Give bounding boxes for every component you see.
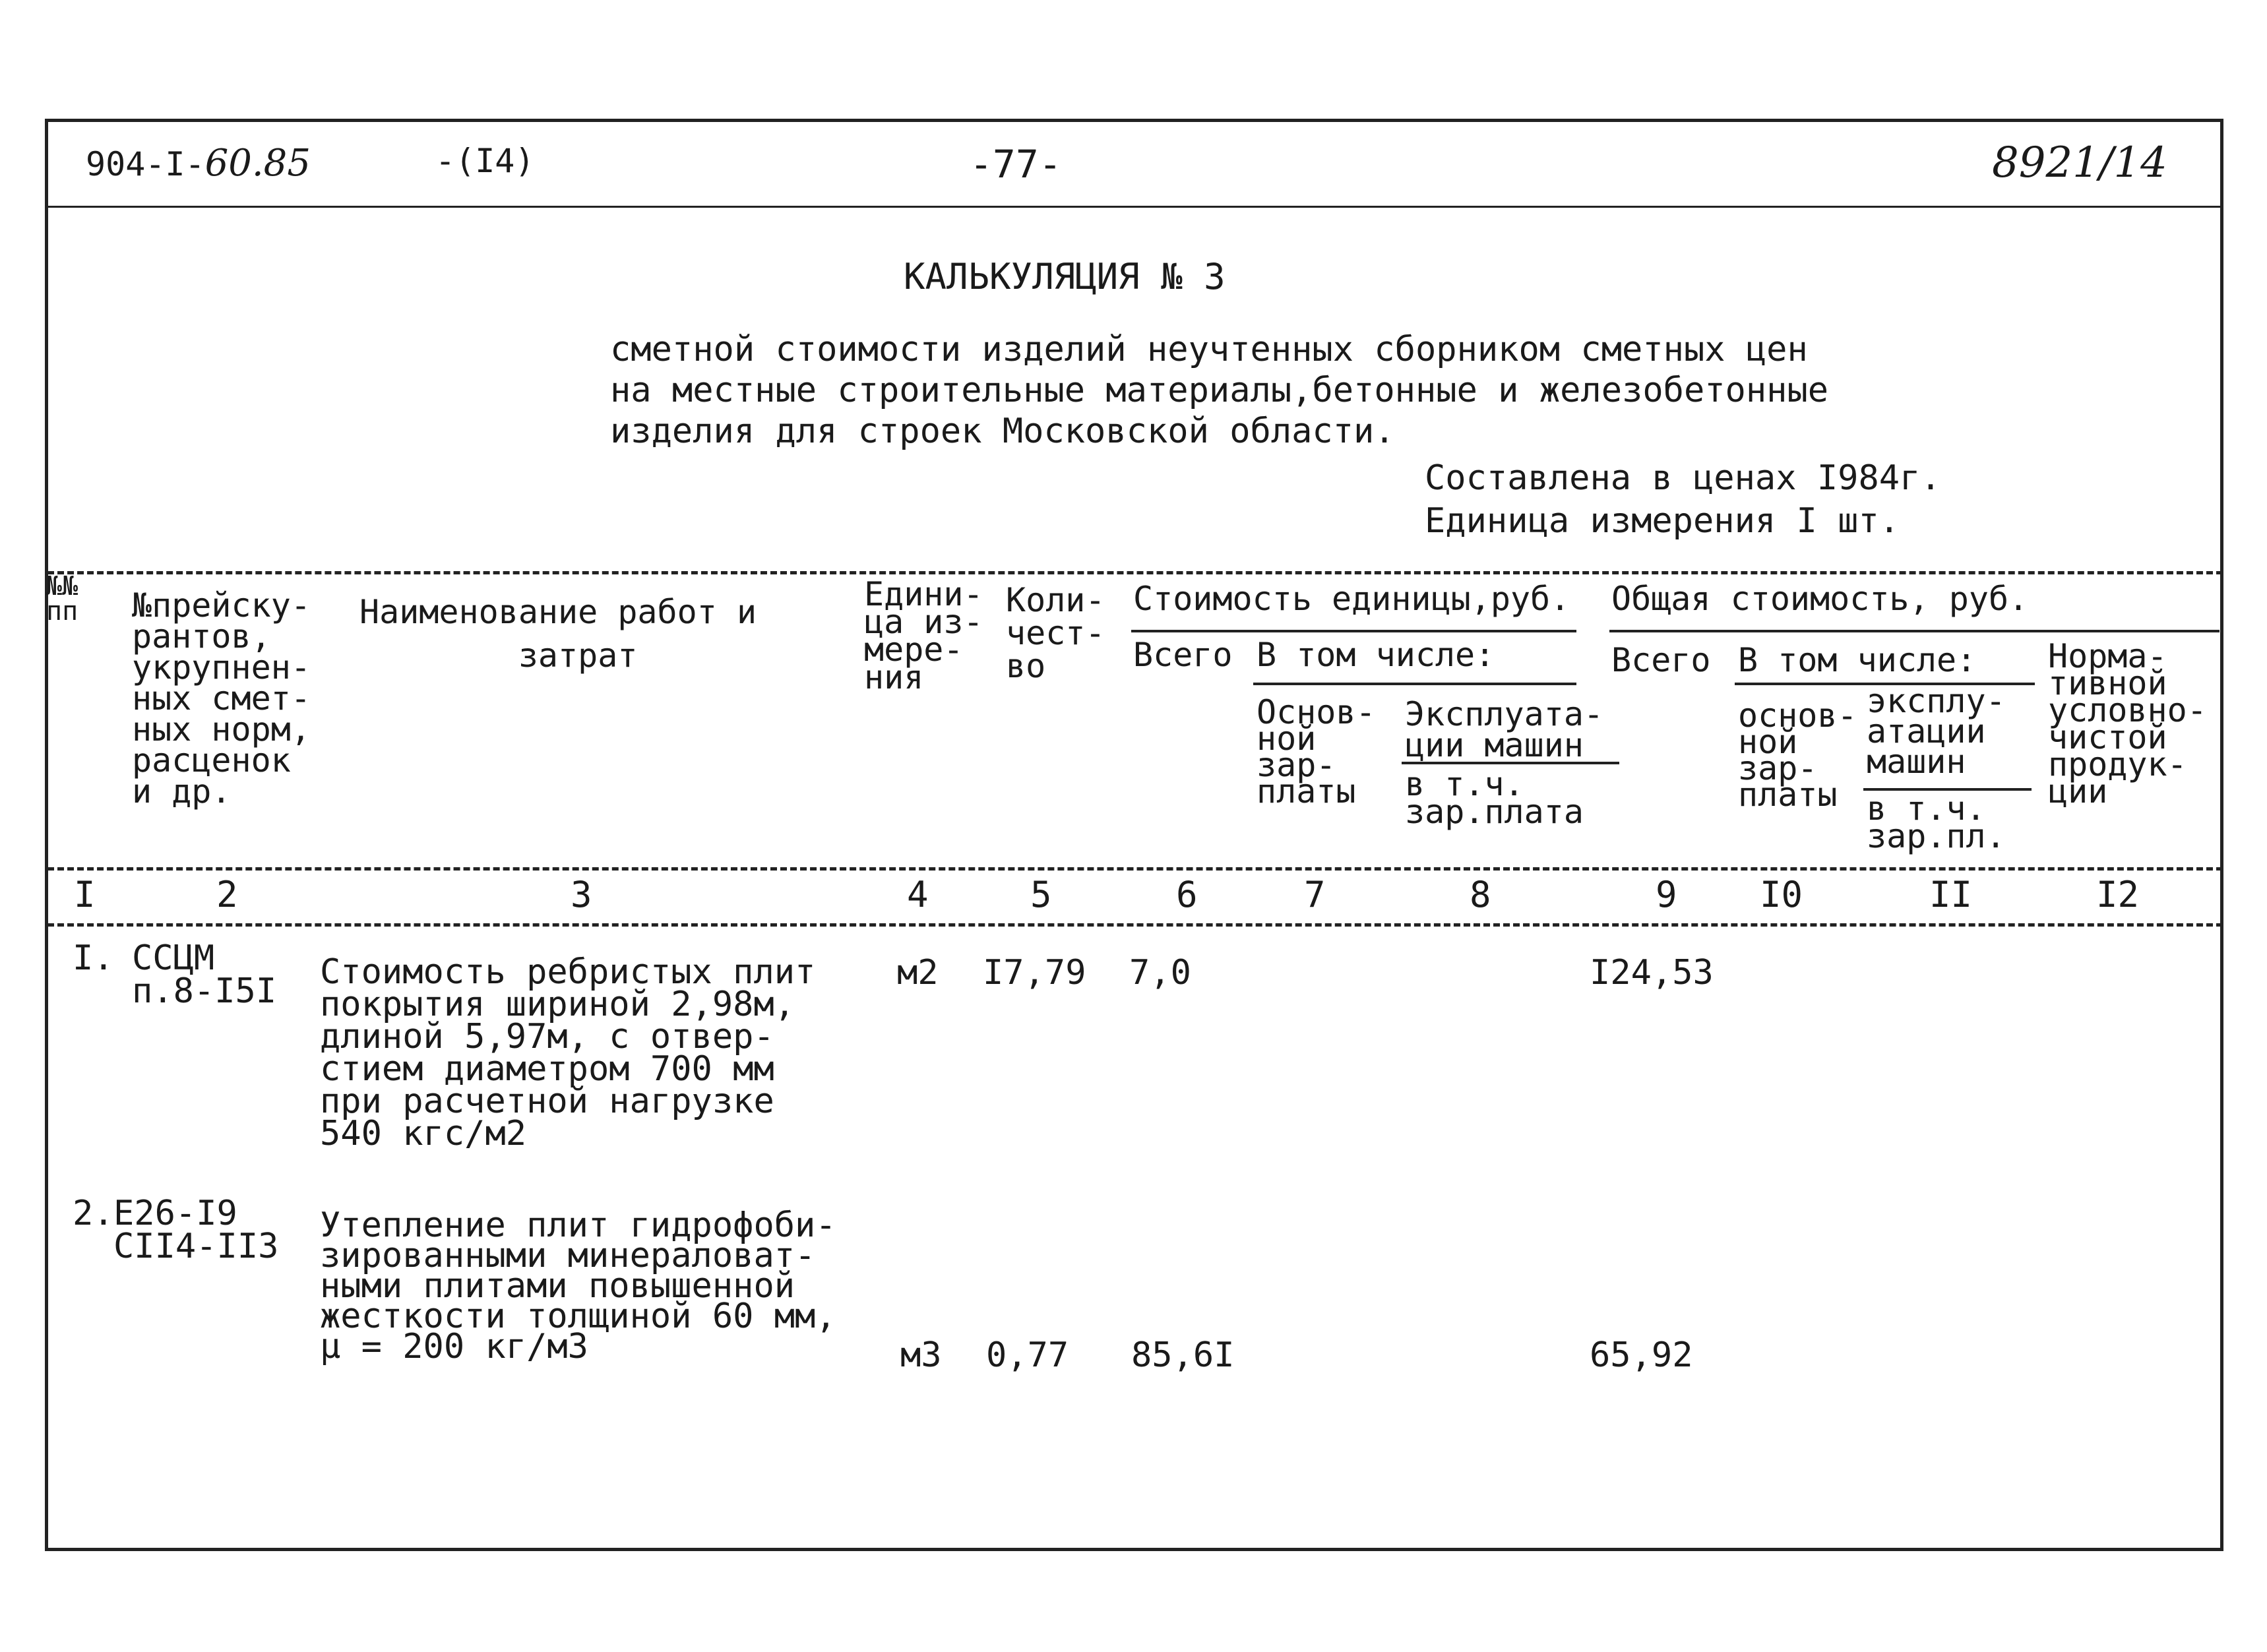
row-number: I. xyxy=(73,938,114,978)
total-cost-rule xyxy=(1609,630,2220,632)
col-number-7: 7 xyxy=(1304,874,1326,915)
row-unit: м3 xyxy=(900,1335,942,1375)
header-total-ekspl: эксплу- атации машин xyxy=(1867,682,2006,781)
row-unit-price: 85,6I xyxy=(1131,1335,1235,1375)
frame-left xyxy=(45,119,48,1551)
col-number-2: 2 xyxy=(216,874,238,915)
header-row-number: №№ пп xyxy=(46,571,78,627)
col-number-1: I xyxy=(74,874,96,915)
col-number-11: II xyxy=(1929,874,1973,915)
col-number-5: 5 xyxy=(1030,874,1052,915)
frame-top xyxy=(45,119,2223,122)
prices-note: Составлена в ценах I984г. xyxy=(1425,458,1941,498)
header-work-name: Наименование работ и затрат xyxy=(359,593,757,675)
row-unit: м2 xyxy=(897,953,939,993)
unit-note: Единица измерения I шт. xyxy=(1425,501,1900,541)
header-separator xyxy=(45,206,2223,208)
header-unit-ekspl: Эксплуата- ции машин xyxy=(1405,695,1604,764)
inventory-number: 8921/14 xyxy=(1992,138,2167,187)
doc-code-printed: 904-I- xyxy=(86,145,205,183)
row-name: Утепление плит гидрофоби- зированными минераловат- ными плитами повышенной жесткости толщиной 60 мм, μ = 200 кг/м3 xyxy=(320,1206,836,1366)
header-total-osn-zp: основ- ной зар- платы xyxy=(1738,696,1857,814)
col-number-12: I2 xyxy=(2096,874,2140,915)
doc-code-handwritten: 60.85 xyxy=(204,142,311,185)
row-unit-price: 7,0 xyxy=(1129,953,1191,993)
col-number-10: I0 xyxy=(1760,874,1803,915)
header-unit-osn-zp: Основ- ной зар- платы xyxy=(1257,693,1376,811)
col-number-9: 9 xyxy=(1656,874,1677,915)
col-number-8: 8 xyxy=(1470,874,1491,915)
table-top-rule xyxy=(47,571,2223,574)
header-quantity: Коли- чест- во xyxy=(1006,581,1105,685)
document-heading: КАЛЬКУЛЯЦИЯ № 3 xyxy=(904,256,1226,297)
col-number-3: 3 xyxy=(571,874,592,915)
col-number-4: 4 xyxy=(907,874,929,915)
row-number: 2. xyxy=(73,1194,114,1233)
row-code: ССЦМ п.8-I5I xyxy=(132,938,277,1011)
header-normative: Норма- тивной условно- чистой продук- ции xyxy=(2048,637,2207,811)
col-numbers-rule xyxy=(47,923,2223,927)
part-number: -(I4) xyxy=(435,142,535,180)
frame-bottom xyxy=(45,1548,2223,1551)
unit-cost-rule xyxy=(1131,630,1576,632)
header-total-v-tom-chisle: В том числе: xyxy=(1738,641,1977,679)
title-line-1: сметной стоимости изделий неучтенных сборником сметных цен xyxy=(610,330,1808,369)
row-quantity: 0,77 xyxy=(986,1335,1069,1375)
header-unit-v-tch: в т.ч. зар.плата xyxy=(1405,765,1584,831)
title-line-3: изделия для строек Московской области. xyxy=(610,412,1395,451)
unit-breakdown-rule xyxy=(1253,683,1576,685)
header-unit-cost: Стоимость единицы,руб. xyxy=(1133,580,1570,618)
row-quantity: I7,79 xyxy=(983,953,1086,993)
header-bottom-rule xyxy=(47,867,2223,871)
row-total: I24,53 xyxy=(1590,953,1714,993)
header-unit: Едини- ца из- мере- ния xyxy=(864,575,983,696)
header-total-v-tch: в т.ч. зар.пл. xyxy=(1867,789,2006,855)
row-code: Е26-I9 СII4-II3 xyxy=(113,1194,279,1266)
doc-code xyxy=(86,142,311,185)
header-unit-vsego: Всего xyxy=(1133,636,1233,674)
title-line-2: на местные строительные материалы,бетонные и железобетонные xyxy=(610,371,1829,410)
header-total-cost: Общая стоимость, руб. xyxy=(1611,580,2029,618)
row-name: Стоимость ребристых плит покрытия шириной 2,98м, длиной 5,97м, с отвер- стием диаметром 700 мм при расчетной нагрузке 540 кгс/м2 xyxy=(320,952,816,1153)
page-number: -77- xyxy=(970,142,1062,187)
header-total-vsego: Всего xyxy=(1611,641,1711,679)
row-total: 65,92 xyxy=(1590,1335,1693,1375)
header-unit-v-tom-chisle: В том числе: xyxy=(1257,636,1495,674)
col-number-6: 6 xyxy=(1176,874,1198,915)
header-pricelist: №прейску- рантов, укрупнен- ных смет- ных норм, расценок и др. xyxy=(132,586,311,811)
frame-right xyxy=(2220,119,2223,1551)
